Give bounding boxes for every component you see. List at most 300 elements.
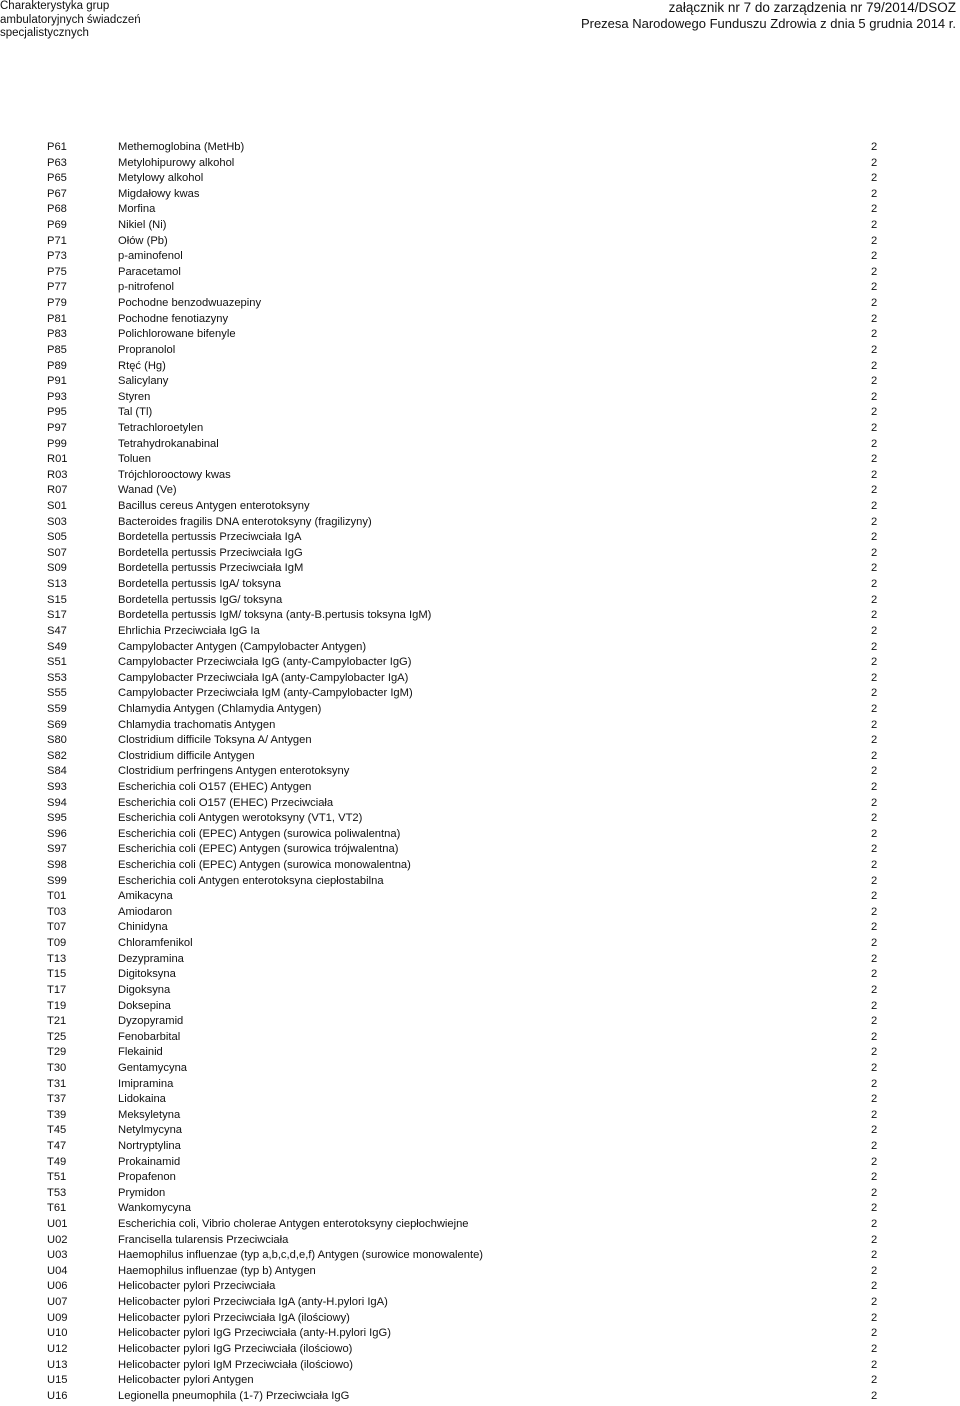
row-code: T25: [47, 1030, 67, 1043]
table-row: [0, 1155, 960, 1171]
row-code: P77: [47, 281, 67, 294]
row-count: 2: [871, 437, 878, 450]
table-row: [0, 811, 960, 827]
row-name: Escherichia coli (EPEC) Antygen (surowica poliwalentna): [118, 827, 401, 840]
row-count: 2: [871, 1249, 878, 1262]
row-code: S05: [47, 531, 67, 544]
document-header-left: [0, 0, 141, 41]
table-row: [0, 468, 960, 484]
table-row: [0, 1092, 960, 1108]
table-row: [0, 1217, 960, 1233]
row-code: P67: [47, 187, 67, 200]
row-name: Fenobarbital: [118, 1030, 181, 1043]
row-count: 2: [871, 624, 878, 637]
header-right-line: Prezesa Narodowego Funduszu Zdrowia z dnia 5 grudnia 2014 r.: [580, 15, 956, 31]
table-row: [0, 421, 960, 437]
table-row: [0, 452, 960, 468]
table-row: [0, 593, 960, 609]
row-code: S51: [47, 656, 67, 669]
row-name: Helicobacter pylori IgG Przeciwciała (ilościowo): [118, 1342, 353, 1355]
header-left-line: ambulatoryjnych świadczeń: [0, 13, 141, 26]
row-name: Toluen: [118, 453, 151, 466]
row-name: Nikiel (Ni): [118, 219, 167, 232]
row-count: 2: [871, 796, 878, 809]
table-row: [0, 1014, 960, 1030]
table-row: [0, 343, 960, 359]
table-row: [0, 530, 960, 546]
table-row: [0, 202, 960, 218]
row-code: U15: [47, 1374, 68, 1387]
row-name: Lidokaina: [118, 1093, 166, 1106]
row-count: 2: [871, 1171, 878, 1184]
row-name: Salicylany: [118, 375, 169, 388]
row-name: Bordetella pertussis Przeciwciała IgA: [118, 531, 302, 544]
row-code: T17: [47, 983, 67, 996]
row-count: 2: [871, 187, 878, 200]
row-code: S55: [47, 687, 67, 700]
row-name: p-aminofenol: [118, 250, 183, 263]
row-name: Legionella pneumophila (1-7) Przeciwciała IgG: [118, 1389, 350, 1402]
row-code: S80: [47, 734, 67, 747]
row-name: Helicobacter pylori Przeciwciała IgA (ilościowy): [118, 1311, 350, 1324]
row-name: Propranolol: [118, 343, 176, 356]
table-row: [0, 171, 960, 187]
row-code: S59: [47, 702, 67, 715]
row-name: Helicobacter pylori IgG Przeciwciała (anty-H.pylori IgG): [118, 1327, 391, 1340]
row-code: P73: [47, 250, 67, 263]
row-name: Chlamydia trachomatis Antygen: [118, 718, 276, 731]
row-code: T49: [47, 1155, 67, 1168]
row-count: 2: [871, 983, 878, 996]
row-code: T47: [47, 1140, 67, 1152]
row-code: U16: [47, 1389, 68, 1402]
row-code: P83: [47, 328, 67, 341]
row-code: P65: [47, 172, 67, 185]
row-code: P61: [47, 141, 67, 153]
row-code: S84: [47, 765, 67, 778]
row-code: P71: [47, 234, 67, 247]
row-code: P93: [47, 390, 67, 403]
table-row: [0, 483, 960, 499]
row-name: Bordetella pertussis Przeciwciała IgG: [118, 546, 303, 559]
table-row: [0, 749, 960, 765]
table-row: [0, 218, 960, 234]
row-name: Helicobacter pylori Przeciwciała IgA (anty-H.pylori IgA): [118, 1296, 388, 1309]
row-code: T31: [47, 1077, 67, 1090]
table-row: [0, 1373, 960, 1389]
row-name: Netylmycyna: [118, 1124, 183, 1137]
row-name: Chlamydia Antygen (Chlamydia Antygen): [118, 702, 322, 715]
row-code: U07: [47, 1296, 68, 1309]
row-code: S01: [47, 500, 67, 513]
row-count: 2: [871, 1358, 878, 1371]
row-count: 2: [871, 281, 878, 294]
table-row: [0, 1186, 960, 1202]
row-count: 2: [871, 1186, 878, 1199]
row-count: 2: [871, 343, 878, 356]
row-count: 2: [871, 406, 878, 419]
table-row: [0, 733, 960, 749]
row-count: 2: [871, 500, 878, 513]
row-name: Escherichia coli, Vibrio cholerae Antygen enterotoksyny ciepłochwiejne: [118, 1218, 469, 1231]
table-row: [0, 1139, 960, 1155]
row-code: P97: [47, 421, 67, 434]
row-name: Polichlorowane bifenyle: [118, 328, 236, 341]
row-count: 2: [871, 1108, 878, 1121]
row-count: 2: [871, 937, 878, 950]
row-count: 2: [871, 1374, 878, 1387]
table-row: [0, 546, 960, 562]
row-name: Campylobacter Antygen (Campylobacter Antygen): [118, 640, 367, 653]
row-count: 2: [871, 905, 878, 918]
row-name: Clostridium difficile Toksyna A/ Antygen: [118, 734, 312, 747]
row-code: U01: [47, 1218, 68, 1231]
table-row: [0, 234, 960, 250]
row-code: S95: [47, 812, 67, 825]
row-code: U02: [47, 1233, 68, 1246]
row-code: S82: [47, 749, 67, 762]
table-row: [0, 265, 960, 281]
row-name: Escherichia coli Antygen enterotoksyna ciepłostabilna: [118, 874, 384, 887]
row-name: Morfina: [118, 203, 156, 216]
row-name: Rtęć (Hg): [118, 359, 166, 372]
row-code: P68: [47, 203, 67, 216]
row-code: T19: [47, 999, 67, 1012]
row-code: U04: [47, 1264, 68, 1277]
row-count: 2: [871, 156, 878, 169]
row-count: 2: [871, 1061, 878, 1074]
row-code: S07: [47, 546, 67, 559]
row-count: 2: [871, 531, 878, 544]
row-name: Haemophilus influenzae (typ a,b,c,d,e,f) Antygen (surowice monowalente): [118, 1249, 484, 1262]
table-row: [0, 780, 960, 796]
row-name: Clostridium perfringens Antygen enterotoksyny: [118, 765, 350, 778]
row-code: T51: [47, 1171, 67, 1184]
header-right-line: załącznik nr 7 do zarządzenia nr 79/2014/DSOZ: [668, 0, 956, 15]
row-code: S69: [47, 718, 67, 731]
row-name: Tal (Tl): [118, 406, 153, 419]
row-count: 2: [871, 265, 878, 278]
row-name: Ehrlichia Przeciwciała IgG Ia: [118, 624, 260, 637]
table-row: [0, 499, 960, 515]
row-count: 2: [871, 1389, 878, 1402]
row-code: S98: [47, 859, 67, 872]
table-row: [0, 1279, 960, 1295]
row-name: Methemoglobina (MetHb): [118, 141, 245, 153]
row-code: P79: [47, 297, 67, 310]
row-count: 2: [871, 999, 878, 1012]
row-count: 2: [871, 390, 878, 403]
row-code: S09: [47, 562, 67, 575]
row-name: Escherichia coli O157 (EHEC) Antygen: [118, 780, 312, 793]
row-count: 2: [871, 968, 878, 981]
procedure-table: [0, 140, 960, 1404]
table-row: [0, 1108, 960, 1124]
row-count: 2: [871, 1296, 878, 1309]
row-name: Bacillus cereus Antygen enterotoksyny: [118, 500, 310, 513]
row-count: 2: [871, 609, 878, 622]
row-name: Campylobacter Przeciwciała IgG (anty-Campylobacter IgG): [118, 656, 412, 669]
row-code: T01: [47, 890, 67, 903]
table-row: [0, 874, 960, 890]
row-count: 2: [871, 562, 878, 575]
row-count: 2: [871, 1202, 878, 1215]
table-row: [0, 156, 960, 172]
row-name: Francisella tularensis Przeciwciała: [118, 1233, 289, 1246]
row-count: 2: [871, 1218, 878, 1231]
table-row: [0, 999, 960, 1015]
row-count: 2: [871, 734, 878, 747]
row-count: 2: [871, 859, 878, 872]
row-code: U09: [47, 1311, 68, 1324]
table-row: [0, 1326, 960, 1342]
row-name: Amikacyna: [118, 890, 173, 903]
table-row: [0, 1389, 960, 1405]
table-row: [0, 359, 960, 375]
row-code: U10: [47, 1327, 68, 1340]
row-name: Dyzopyramid: [118, 1015, 184, 1028]
row-count: 2: [871, 546, 878, 559]
row-code: T09: [47, 937, 67, 950]
row-name: Ołów (Pb): [118, 234, 168, 247]
row-name: Haemophilus influenzae (typ b) Antygen: [118, 1264, 316, 1277]
row-name: Escherichia coli Antygen werotoksyny (VT1, VT2): [118, 812, 363, 825]
table-row: [0, 827, 960, 843]
row-code: T03: [47, 905, 67, 918]
row-code: U13: [47, 1358, 68, 1371]
row-count: 2: [871, 484, 878, 497]
row-count: 2: [871, 453, 878, 466]
row-name: Bacteroides fragilis DNA enterotoksyny (fragilizyny): [118, 515, 372, 528]
row-count: 2: [871, 1311, 878, 1324]
row-name: Escherichia coli (EPEC) Antygen (surowica trójwalentna): [118, 843, 399, 856]
table-row: [0, 889, 960, 905]
row-name: Metylowy alkohol: [118, 172, 204, 185]
row-count: 2: [871, 718, 878, 731]
row-count: 2: [871, 1264, 878, 1277]
table-row: [0, 1030, 960, 1046]
row-code: U12: [47, 1342, 68, 1355]
row-count: 2: [871, 780, 878, 793]
row-name: Helicobacter pylori Antygen: [118, 1374, 254, 1387]
row-count: 2: [871, 702, 878, 715]
row-name: Prymidon: [118, 1186, 166, 1199]
table-row: [0, 702, 960, 718]
row-name: Bordetella pertussis IgA/ toksyna: [118, 578, 281, 591]
table-row: [0, 374, 960, 390]
row-count: 2: [871, 359, 878, 372]
row-count: 2: [871, 1124, 878, 1137]
row-name: Tetrahydrokanabinal: [118, 437, 219, 450]
table-row: [0, 296, 960, 312]
row-count: 2: [871, 1046, 878, 1059]
row-count: 2: [871, 1342, 878, 1355]
row-code: S53: [47, 671, 67, 684]
row-code: S99: [47, 874, 67, 887]
row-count: 2: [871, 141, 878, 153]
row-name: Helicobacter pylori Przeciwciała: [118, 1280, 276, 1293]
row-code: S97: [47, 843, 67, 856]
table-row: [0, 1045, 960, 1061]
row-count: 2: [871, 874, 878, 887]
row-count: 2: [871, 312, 878, 325]
row-code: T29: [47, 1046, 67, 1059]
row-name: Pochodne benzodwuazepiny: [118, 297, 262, 310]
row-code: T37: [47, 1093, 67, 1106]
row-name: Escherichia coli (EPEC) Antygen (surowica monowalentna): [118, 859, 411, 872]
row-code: U06: [47, 1280, 68, 1293]
row-name: Pochodne fenotiazyny: [118, 312, 229, 325]
table-row: [0, 1233, 960, 1249]
table-row: [0, 686, 960, 702]
table-row: [0, 187, 960, 203]
table-row: [0, 312, 960, 328]
row-count: 2: [871, 1233, 878, 1246]
row-count: 2: [871, 921, 878, 934]
row-name: Bordetella pertussis IgM/ toksyna (anty-B.pertusis toksyna IgM): [118, 609, 432, 622]
row-count: 2: [871, 1077, 878, 1090]
row-code: R03: [47, 468, 68, 481]
row-count: 2: [871, 1015, 878, 1028]
table-row: [0, 1295, 960, 1311]
row-code: T30: [47, 1061, 67, 1074]
table-row: [0, 561, 960, 577]
row-code: T21: [47, 1015, 67, 1028]
row-count: 2: [871, 1140, 878, 1152]
table-row: [0, 437, 960, 453]
row-count: 2: [871, 375, 878, 388]
row-count: 2: [871, 421, 878, 434]
header-left-line: specjalistycznych: [0, 27, 89, 39]
table-row: [0, 1248, 960, 1264]
table-row: [0, 1342, 960, 1358]
row-name: Doksepina: [118, 999, 171, 1012]
row-name: Escherichia coli O157 (EHEC) Przeciwciała: [118, 796, 334, 809]
table-row: [0, 640, 960, 656]
row-name: Chloramfenikol: [118, 937, 193, 950]
row-count: 2: [871, 250, 878, 263]
row-code: S13: [47, 578, 67, 591]
table-row: [0, 249, 960, 265]
table-row: [0, 842, 960, 858]
row-count: 2: [871, 671, 878, 684]
row-name: Propafenon: [118, 1171, 176, 1184]
row-code: S49: [47, 640, 67, 653]
row-code: S17: [47, 609, 67, 622]
table-row: [0, 796, 960, 812]
row-name: Metylohipurowy alkohol: [118, 156, 235, 169]
row-name: Campylobacter Przeciwciała IgA (anty-Campylobacter IgA): [118, 671, 409, 684]
table-row: [0, 1170, 960, 1186]
table-row: [0, 967, 960, 983]
row-name: Meksyletyna: [118, 1108, 181, 1121]
row-code: S94: [47, 796, 67, 809]
row-name: Prokainamid: [118, 1155, 181, 1168]
row-name: Bordetella pertussis Przeciwciała IgM: [118, 562, 304, 575]
table-row: [0, 624, 960, 640]
row-code: S47: [47, 624, 67, 637]
table-row: [0, 1061, 960, 1077]
row-code: T15: [47, 968, 67, 981]
table-row: [0, 327, 960, 343]
table-row: [0, 936, 960, 952]
row-count: 2: [871, 593, 878, 606]
table-row: [0, 983, 960, 999]
table-row: [0, 515, 960, 531]
row-count: 2: [871, 640, 878, 653]
table-row: [0, 671, 960, 687]
row-code: P75: [47, 265, 67, 278]
row-name: p-nitrofenol: [118, 281, 174, 294]
table-row: [0, 1123, 960, 1139]
row-count: 2: [871, 749, 878, 762]
table-row: [0, 952, 960, 968]
row-code: P81: [47, 312, 67, 325]
row-name: Digitoksyna: [118, 968, 176, 981]
row-count: 2: [871, 1093, 878, 1106]
row-name: Imipramina: [118, 1077, 174, 1090]
row-count: 2: [871, 203, 878, 216]
row-name: Chinidyna: [118, 921, 168, 934]
row-code: S15: [47, 593, 67, 606]
row-count: 2: [871, 656, 878, 669]
row-code: R01: [47, 453, 68, 466]
row-count: 2: [871, 234, 878, 247]
row-count: 2: [871, 328, 878, 341]
row-count: 2: [871, 1030, 878, 1043]
row-code: T39: [47, 1108, 67, 1121]
row-code: T07: [47, 921, 67, 934]
table-row: [0, 764, 960, 780]
row-code: P89: [47, 359, 67, 372]
row-code: U03: [47, 1249, 68, 1262]
table-row: [0, 140, 960, 156]
table-row: [0, 280, 960, 296]
row-code: R07: [47, 484, 68, 497]
row-name: Campylobacter Przeciwciała IgM (anty-Campylobacter IgM): [118, 687, 413, 700]
table-row: [0, 718, 960, 734]
table-row: [0, 1264, 960, 1280]
row-count: 2: [871, 890, 878, 903]
row-name: Gentamycyna: [118, 1061, 188, 1074]
row-count: 2: [871, 843, 878, 856]
table-row: [0, 655, 960, 671]
row-count: 2: [871, 687, 878, 700]
table-row: [0, 1201, 960, 1217]
row-code: P63: [47, 156, 67, 169]
header-left-line: Charakterystyka grup: [0, 0, 110, 12]
row-count: 2: [871, 812, 878, 825]
row-name: Clostridium difficile Antygen: [118, 749, 255, 762]
table-row: [0, 905, 960, 921]
table-row: [0, 1311, 960, 1327]
row-code: P69: [47, 219, 67, 232]
row-count: 2: [871, 515, 878, 528]
row-count: 2: [871, 172, 878, 185]
table-row: [0, 920, 960, 936]
row-name: Bordetella pertussis IgG/ toksyna: [118, 593, 283, 606]
row-count: 2: [871, 468, 878, 481]
row-name: Migdałowy kwas: [118, 187, 200, 200]
table-row: [0, 1077, 960, 1093]
table-row: [0, 405, 960, 421]
table-row: [0, 1358, 960, 1374]
row-name: Nortryptylina: [118, 1140, 181, 1152]
row-count: 2: [871, 1327, 878, 1340]
row-name: Tetrachloroetylen: [118, 421, 204, 434]
row-count: 2: [871, 297, 878, 310]
row-name: Wankomycyna: [118, 1202, 191, 1215]
